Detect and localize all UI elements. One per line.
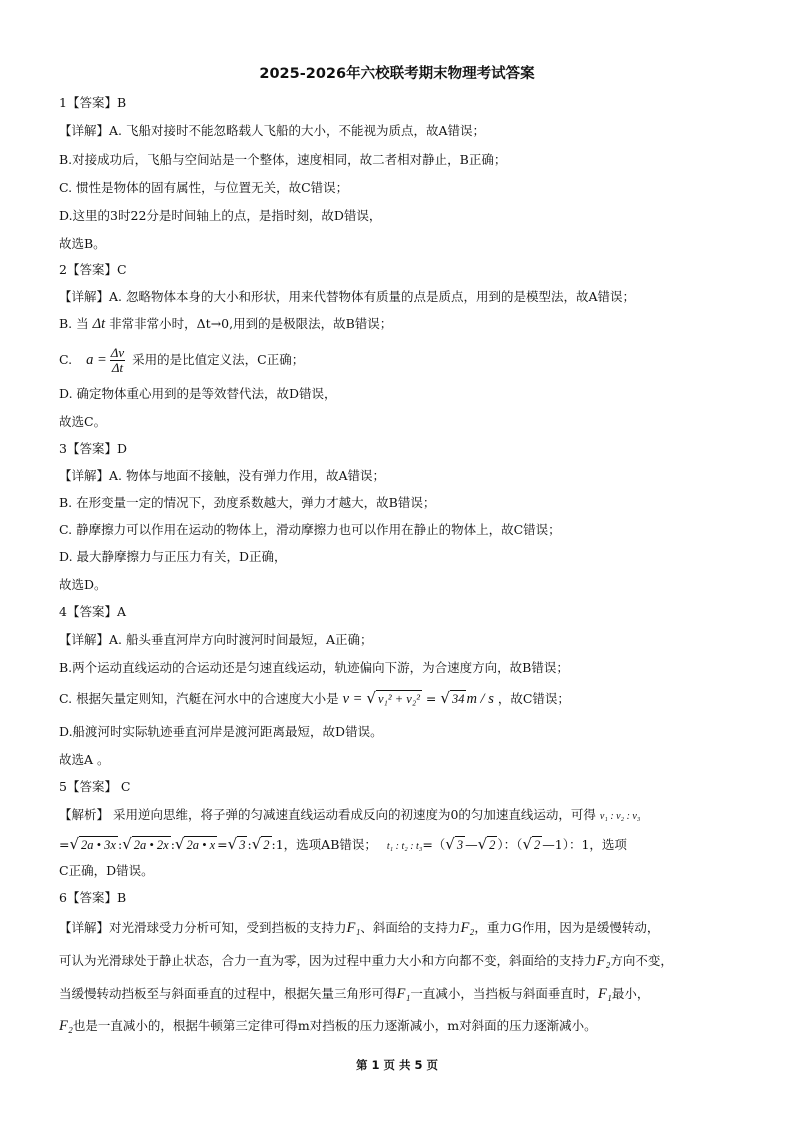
q3-answer: 3【答案】D (59, 441, 127, 456)
q6-text-1a: 【详解】对光滑球受力分析可知，受到挡板的支持力 (59, 920, 347, 935)
q6-text-4a: 也是一直减小的，根据牛顿第三定律可得m对挡板的压力逐渐减小，m对斜面的压力逐渐减小。 (72, 1018, 597, 1033)
q3-detail-c: C. 静摩擦力可以作用在运动的物体上，滑动摩擦力也可以作用在静止的物体上，故C错误； (59, 522, 561, 537)
force-f1: F₁ (597, 986, 612, 1002)
q4-detail-a: 【详解】A. 船头垂直河岸方向时渡河时间最短，A正确； (59, 632, 373, 647)
radicand-2: 2a • 2x (133, 838, 169, 852)
force-f1: F₁ (396, 986, 411, 1002)
q2-b-pre: B. 当 (59, 316, 89, 331)
q2-b-post: 非常非常小时，Δt→0,用到的是极限法，故B错误； (109, 316, 393, 331)
q1-detail-c: C. 惯性是物体的固有属性，与位置无关，故C错误； (59, 180, 349, 195)
sqrt-icon: √ (477, 835, 488, 853)
q4-c-post: ，故C错误； (497, 691, 570, 706)
force-f1: F₁ (346, 920, 361, 936)
radicand-7: 2 (489, 838, 496, 852)
q2-detail-c (59, 346, 754, 375)
q5-ratio-tail: :1，选项AB错误； (271, 837, 377, 852)
q2-answer: 2【答案】C (59, 262, 127, 277)
q2-c-pre: C. (59, 352, 73, 367)
force-f2: F₂ (596, 953, 611, 969)
q6-text-3c: 最小， (611, 986, 650, 1001)
q2-detail-b (59, 316, 754, 332)
sqrt-icon: √ (522, 835, 532, 853)
q2-detail-d: D. 确定物体重心用到的是等效替代法，故D错误， (59, 386, 337, 401)
q2-conclusion: 故选C。 (59, 414, 107, 429)
q6-text-3a: 当缓慢转动挡板至与斜面垂直的过程中，根据矢量三角形可得 (59, 986, 397, 1001)
q6-text-3b: 一直减小，当挡板与斜面垂直时， (410, 986, 598, 1001)
sqrt-icon: √ (445, 835, 455, 853)
acceleration-formula-lhs: a = (86, 352, 107, 368)
delta-t-symbol: Δt (92, 316, 106, 332)
radicand-3: 2a • x (186, 838, 216, 852)
equals-sign: = (59, 837, 70, 852)
q1-detail-d: D.这里的3时22分是时间轴上的点，是指时刻，故D错误， (59, 208, 382, 223)
radicand-4: 3 (239, 838, 246, 852)
q1-detail-a: 【详解】A. 飞船对接时不能忽略载人飞船的大小，不能视为质点，故A错误； (59, 123, 486, 138)
time-ratio-label: t₁ : t₂ : t₃ (386, 841, 423, 852)
q5-conclusion: C正确，D错误。 (59, 863, 154, 878)
sqrt-icon: √ (251, 835, 262, 853)
sqrt-icon: √ (122, 835, 132, 853)
velocity-symbol: v = (342, 691, 363, 707)
q4-conclusion: 故选A 。 (59, 752, 110, 767)
q4-c-pre: C. 根据矢量定则知，汽艇在河水中的合速度大小是 (59, 691, 339, 706)
sqrt-icon: √ (227, 835, 238, 853)
q5-analysis (59, 807, 754, 825)
q6-detail-3 (59, 986, 754, 1002)
q5-analysis-text: 【解析】 采用逆向思维，将子弹的匀减速直线运动看成反向的初速度为0的匀加速直线运动，可得 (59, 807, 596, 822)
q4-detail-d: D.船渡河时实际轨迹垂直河岸是渡河距离最短，故D错误。 (59, 724, 383, 739)
q3-detail-b: B. 在形变量一定的情况下，劲度系数越大，弹力才越大，故B错误； (59, 495, 436, 510)
force-f2: F₂ (460, 920, 475, 936)
q2-c-post: 采用的是比值定义法，C正确； (132, 352, 305, 367)
q4-answer: 4【答案】A (59, 604, 126, 619)
q4-detail-b: B.两个运动直线运动的合运动还是匀速直线运动，轨迹偏向下游，为合速度方向，故B错误； (59, 660, 569, 675)
q6-detail-2 (59, 953, 754, 969)
q1-conclusion: 故选B。 (59, 236, 106, 251)
velocity-ratio-label: v₁ : v₂ : v₃ (599, 811, 641, 822)
radicand-1: 2a • 3x (81, 838, 116, 852)
q6-text-2b: 方向不变， (610, 953, 673, 968)
page-footer: 第 1 页 共 5 页 (355, 1058, 439, 1072)
radicand-6: 3 (456, 838, 464, 852)
acceleration-fraction (110, 346, 125, 375)
q5-ratios: =√ 2a • 3x :√ 2a • 2x :√ 2a • x =√ 3 :√ 2 :1，选项AB错误； t₁ : t₂ : t₃=（√ 3 —√ 2 ）：（√ 2 —1）：1，选项 (59, 835, 627, 853)
q3-detail-a: 【详解】A. 物体与地面不接触，没有弹力作用，故A错误； (59, 468, 386, 483)
sqrt-icon: √ (440, 689, 450, 707)
sqrt-icon: √ (69, 835, 80, 853)
fraction-denominator: Δt (111, 360, 124, 375)
q5-paren-mid: ）：（ (497, 837, 523, 852)
q6-text-1c: ，重力G作用，因为是缓慢转动， (474, 920, 660, 935)
q5-paren-open: =（ (422, 837, 446, 852)
q6-detail-1 (59, 920, 754, 936)
force-f2: F₂ (59, 1018, 73, 1034)
q4-detail-c (59, 690, 754, 707)
velocity-value: 34 (451, 692, 465, 706)
radicand-8: 2 (534, 838, 541, 852)
q3-detail-d: D. 最大静摩擦力与正压力有关，D正确， (59, 549, 287, 564)
q1-detail-b: B.对接成功后，飞船与空间站是一个整体，速度相同，故二者相对静止，B正确； (59, 152, 507, 167)
q3-conclusion: 故选D。 (59, 577, 107, 592)
page-title: 2025-2026年六校联考期末物理考试答案 (259, 66, 535, 82)
sqrt-icon: √ (174, 835, 185, 853)
q6-answer: 6【答案】B (59, 890, 127, 905)
equals-sign: = (217, 837, 228, 852)
q2-detail-a: 【详解】A. 忽略物体本身的大小和形状，用来代替物体有质量的点是质点，用到的是模型法，故A错误； (59, 289, 636, 304)
q5-answer: 5【答案】 C (59, 779, 131, 794)
equals-sign: = (425, 691, 437, 706)
sqrt-icon: √ (366, 689, 376, 707)
minus-sign: — (465, 837, 478, 852)
q1-answer: 1【答案】B (59, 95, 127, 110)
q6-text-1b: 、斜面给的支持力 (360, 920, 461, 935)
q6-text-2a: 可认为光滑球处于静止状态，合力一直为零，因为过程中重力大小和方向都不变，斜面给的支持力 (59, 953, 597, 968)
q6-detail-4 (59, 1018, 754, 1034)
radicand-5: 2 (263, 838, 270, 852)
q5-paren-close: —1）：1，选项 (542, 837, 627, 852)
fraction-numerator: Δv (110, 345, 125, 360)
velocity-radicand: v₁² + v₂² (377, 692, 420, 706)
velocity-unit: m / s (466, 691, 494, 707)
